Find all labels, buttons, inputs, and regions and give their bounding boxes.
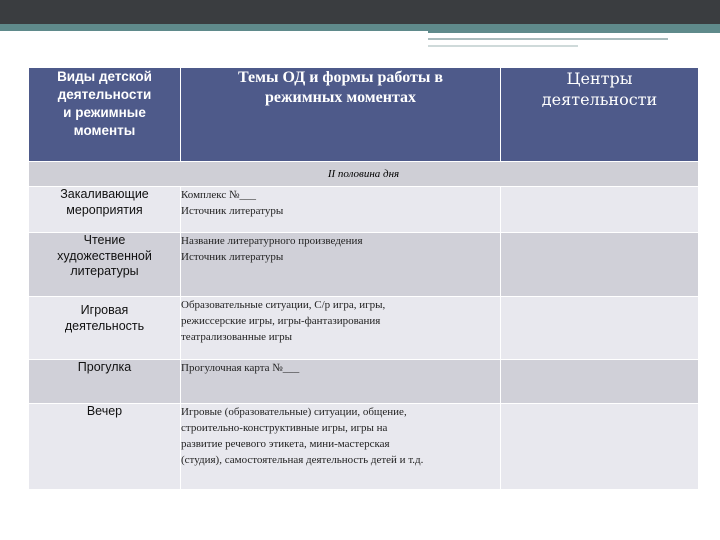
title-bar-band [0, 0, 720, 24]
topic-cell: Игровые (образовательные) ситуации, общение, строительно-конструктивные игры, игры на развитие речевого этикета, мини-мастерская (студия), самостоятельная деятельность детей и т.д. [181, 404, 501, 490]
activity-cell: Игровая деятельность [29, 297, 181, 360]
decorative-line [428, 45, 578, 47]
activity-cell: Прогулка [29, 360, 181, 404]
section-row [29, 162, 699, 187]
activity-cell: Чтение художественной литературы [29, 233, 181, 297]
center-cell [501, 360, 699, 404]
header-topics-forms: Темы ОД и формы работы в режимных моментах [181, 68, 501, 162]
center-cell [501, 297, 699, 360]
table-row [29, 404, 699, 490]
table-row [29, 297, 699, 360]
decorative-line [428, 31, 720, 33]
center-cell [501, 233, 699, 297]
table-row [29, 187, 699, 233]
center-cell [501, 404, 699, 490]
header-activity-centers: Центры деятельности [501, 68, 699, 162]
header-activity-types: Виды детской деятельности и режимные моменты [29, 68, 181, 162]
topic-cell: Прогулочная карта №___ [181, 360, 501, 404]
table-row [29, 360, 699, 404]
activity-cell: Закаливающие мероприятия [29, 187, 181, 233]
schedule-table [28, 67, 699, 490]
topic-cell: Образовательные ситуации, С/р игра, игры, режиссерские игры, игры-фантазирования театрализованные игры [181, 297, 501, 360]
title-bar-accent [0, 24, 720, 31]
topic-cell: Название литературного произведения Источник литературы [181, 233, 501, 297]
topic-cell: Комплекс №___ Источник литературы [181, 187, 501, 233]
table-row [29, 233, 699, 297]
center-cell [501, 187, 699, 233]
section-label: II половина дня [29, 162, 699, 187]
decorative-line [428, 38, 668, 40]
header-row [29, 68, 699, 162]
activity-cell: Вечер [29, 404, 181, 490]
